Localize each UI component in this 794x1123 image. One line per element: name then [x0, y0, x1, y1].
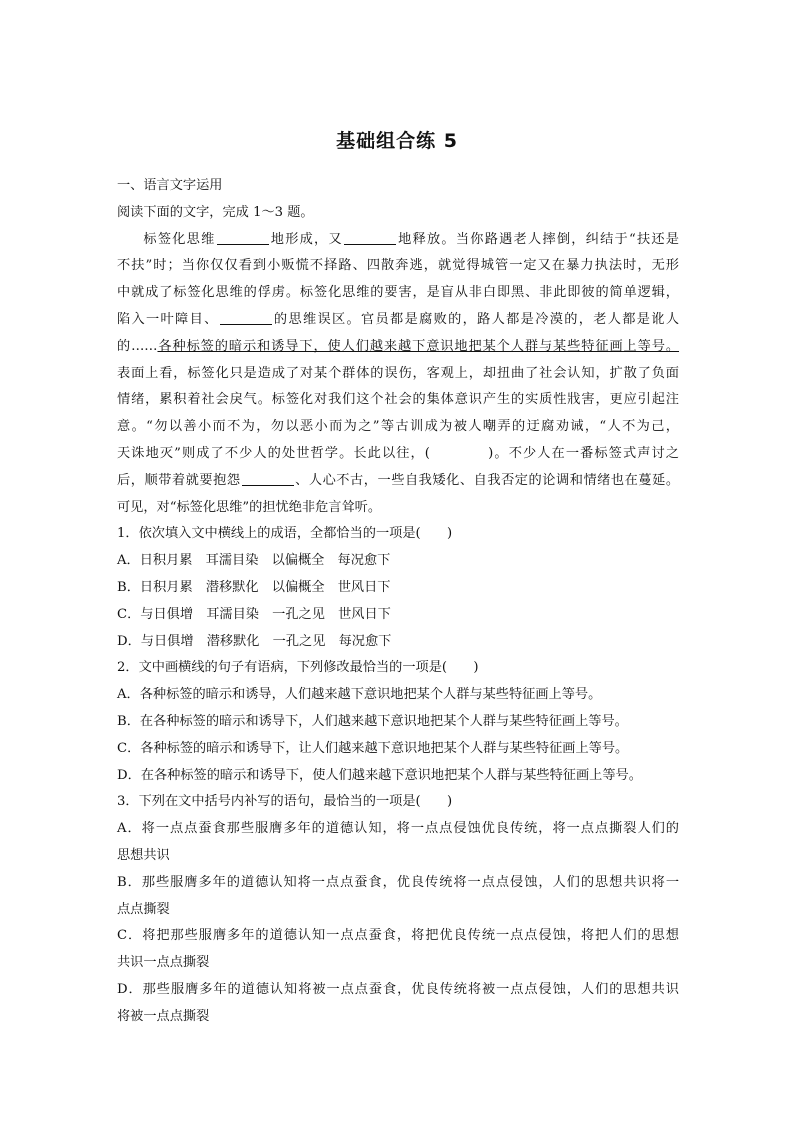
fill-blank [217, 230, 269, 245]
question-1 [117, 521, 679, 655]
answer-option: A．将一点点蚕食那些服膺多年的道德认知，将一点点侵蚀优良传统，将一点点撕裂人们的 [117, 821, 679, 837]
underlined-sentence: 各种标签的暗示和诱导下，使人们越来越下意识地把某个人群与某些特征画上等号。 [157, 338, 680, 354]
section-heading: 一、语言文字运用 [117, 178, 223, 193]
answer-option: C．将把那些服膺多年的道德认知一点点蚕食，将把优良传统一点点侵蚀，将把人们的思想 [117, 928, 679, 944]
passage-line [117, 307, 679, 334]
passage-text: 标签化思维 [143, 231, 216, 247]
question-stem: 3．下列在文中括号内补写的语句，最恰当的一项是( ) [117, 794, 453, 810]
fill-blank [242, 471, 294, 486]
passage-line: 天诛地灭”则成了不少人的处世哲学。长此以往，( )。不少人在一番标签式声讨之 [117, 445, 679, 461]
instruction-text: 阅读下面的文字，完成 1～3 题。 [117, 204, 314, 220]
passage-text: 的思维误区。官员都是腐败的，路人都是冷漠的，老人都是讹人 [272, 311, 680, 327]
answer-option: D．那些服膺多年的道德认知将被一点点蚕食，优良传统将被一点点侵蚀，人们的思想共识 [117, 981, 679, 997]
passage-line [117, 227, 679, 254]
answer-option: B．日积月累 潜移默化 以偏概全 世风日下 [117, 579, 391, 595]
passage-text: 后，顺带着就要抱怨 [117, 472, 241, 488]
answer-option-continued: 共识一点点撕裂 [117, 955, 210, 971]
passage-line [117, 334, 679, 361]
fill-blank [344, 230, 396, 245]
answer-option: B．那些服膺多年的道德认知将一点点蚕食，优良传统将一点点侵蚀，人们的思想共识将一 [117, 874, 679, 890]
passage-text: 地形成，又 [269, 231, 343, 247]
passage-line: 可见，对“标签化思维”的担忧绝非危言耸听。 [117, 499, 382, 515]
passage-text: 、人心不古，一些自我矮化、自我否定的论调和情绪也在蔓延。 [294, 472, 680, 488]
answer-option-continued: 将被一点点撕裂 [117, 1008, 210, 1024]
answer-option: B．在各种标签的暗示和诱导下，人们越来越下意识地把某个人群与某些特征画上等号。 [117, 713, 628, 729]
answer-option-continued: 点点撕裂 [117, 901, 170, 917]
fill-blank [220, 310, 272, 325]
question-2 [117, 655, 679, 789]
page-title: 基础组合练 5 [336, 130, 458, 152]
passage-line: 不扶”时；当你仅仅看到小贩慌不择路、四散奔逃，就觉得城管一定又在暴力执法时，无形 [117, 258, 679, 274]
document-body [117, 173, 679, 1031]
answer-option: D．在各种标签的暗示和诱导下，使人们越来越下意识地把某个人群与某些特征画上等号。 [117, 767, 642, 783]
answer-option: A．日积月累 耳濡目染 以偏概全 每况愈下 [117, 553, 391, 569]
question-3 [117, 789, 679, 1030]
passage-text: 的…… [117, 338, 158, 354]
passage-line: 意。“勿以善小而不为，勿以恶小而为之”等古训成为被人嘲弄的迂腐劝诫，“人不为己， [117, 419, 679, 435]
reading-passage [117, 227, 679, 522]
answer-option: D．与日俱增 潜移默化 一孔之见 每况愈下 [117, 633, 392, 649]
passage-text: 地释放。当你路遇老人摔倒，纠结于“扶还是 [396, 231, 679, 247]
passage-text: 陷入一叶障目、 [117, 311, 219, 327]
passage-line: 情绪，累积着社会戾气。标签化对我们这个社会的集体意识产生的实质性戕害，更应引起注 [117, 392, 679, 408]
answer-option: C．与日俱增 耳濡目染 一孔之见 世风日下 [117, 606, 391, 622]
question-stem: 1．依次填入文中横线上的成语，全都恰当的一项是( ) [117, 526, 453, 542]
passage-line [117, 468, 679, 495]
answer-option: A．各种标签的暗示和诱导，人们越来越下意识地把某个人群与某些特征画上等号。 [117, 687, 602, 703]
passage-line: 中就成了标签化思维的俘虏。标签化思维的要害，是盲从非白即黑、非此即彼的简单逻辑， [117, 285, 679, 301]
answer-option: C．各种标签的暗示和诱导下，让人们越来越下意识地把某个人群与某些特征画上等号。 [117, 740, 629, 756]
answer-option-continued: 思想共识 [117, 847, 170, 863]
passage-line: 表面上看，标签化只是造成了对某个群体的误伤，客观上，却扭曲了社会认知，扩散了负面 [117, 365, 679, 381]
question-stem: 2．文中画横线的句子有语病，下列修改最恰当的一项是( ) [117, 660, 479, 676]
